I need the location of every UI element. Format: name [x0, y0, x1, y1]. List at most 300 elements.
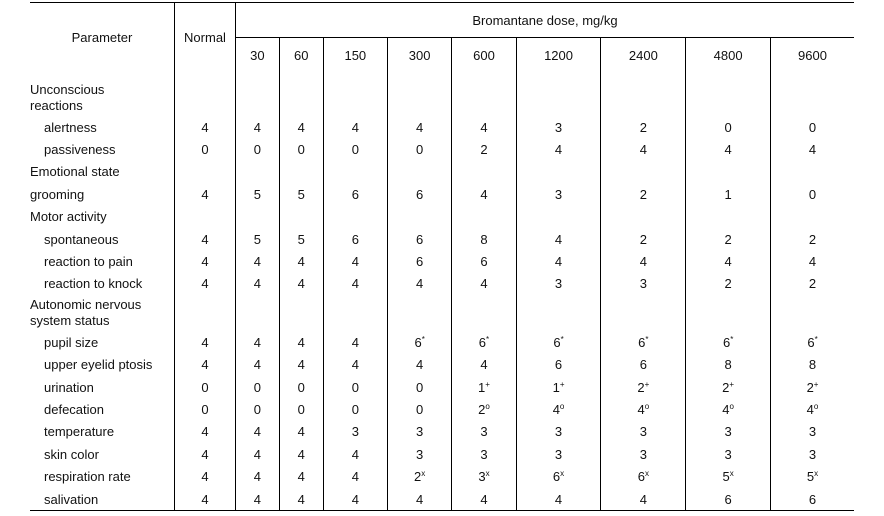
cell-value: 6	[416, 231, 424, 247]
cell-value: 4	[639, 491, 647, 507]
cell-value: 3	[351, 424, 359, 440]
cell-value: 4	[480, 491, 488, 507]
table-section-row	[30, 72, 854, 116]
cell-value: 4	[201, 357, 209, 373]
dose-value-cell	[771, 398, 854, 420]
dose-value-cell	[771, 295, 854, 331]
cell-value: 6	[414, 334, 422, 350]
cell-value: 4	[480, 186, 488, 202]
cell-value: 4	[554, 142, 563, 158]
cell-value: 2	[637, 379, 645, 395]
dose-value-cell	[516, 398, 601, 420]
cell-value: 6	[639, 357, 647, 373]
cell-value: 3	[808, 446, 817, 462]
table-section-row	[30, 206, 854, 228]
cell-value: 0	[351, 401, 359, 417]
significance-mark: *	[814, 334, 818, 344]
row-label: grooming	[30, 186, 85, 202]
dose-value-cell	[771, 250, 854, 272]
cell-value: 4	[201, 446, 209, 462]
dose-value-cell	[601, 354, 686, 376]
dose-value-cell	[279, 421, 323, 443]
dose-value-cell	[452, 72, 516, 116]
dose-value-cell	[279, 72, 323, 116]
dose-value-cell	[452, 161, 516, 183]
dose-value-cell	[236, 376, 280, 398]
cell-value: 4	[201, 469, 209, 485]
table-row	[30, 250, 854, 272]
cell-value: 0	[297, 379, 305, 395]
significance-mark: x	[729, 469, 734, 479]
significance-mark: +	[813, 379, 819, 389]
significance-mark: *	[486, 334, 490, 344]
header-dose: 9600	[771, 38, 854, 73]
dose-value-cell	[601, 295, 686, 331]
cell-value: 1	[552, 379, 560, 395]
dose-value-cell	[516, 354, 601, 376]
cell-value: 4	[253, 491, 262, 507]
dose-value-cell	[516, 273, 601, 295]
dose-value-cell	[279, 465, 323, 487]
header-dose: 2400	[601, 38, 686, 73]
dose-value-cell	[516, 443, 601, 465]
cell-value: 0	[724, 119, 732, 135]
cell-value: 5	[297, 186, 305, 202]
cell-value: 3	[639, 424, 647, 440]
header-dose: 600	[452, 38, 516, 73]
dose-value-cell	[771, 72, 854, 116]
dose-value-cell	[323, 488, 387, 511]
dose-value-cell	[516, 421, 601, 443]
dose-value-cell	[686, 228, 771, 250]
cell-value: 4	[297, 491, 305, 507]
dose-value-cell	[601, 376, 686, 398]
dose-value-cell	[686, 443, 771, 465]
dose-value-cell	[771, 443, 854, 465]
normal-value-cell	[175, 443, 236, 465]
section-label: Unconscious reactions	[30, 82, 105, 113]
row-label: defecation	[44, 401, 104, 417]
dose-value-cell	[236, 72, 280, 116]
cell-value: 2	[808, 231, 817, 247]
cell-value: 4	[637, 401, 645, 417]
cell-value: 4	[808, 254, 817, 270]
table-row	[30, 443, 854, 465]
dose-value-cell	[387, 443, 451, 465]
cell-value: 4	[806, 401, 814, 417]
header-dose: 150	[323, 38, 387, 73]
normal-value-cell	[175, 250, 236, 272]
dose-value-cell	[236, 273, 280, 295]
normal-value-cell	[175, 138, 236, 160]
dose-value-cell	[686, 138, 771, 160]
dose-value-cell	[601, 183, 686, 205]
dose-value-cell	[387, 421, 451, 443]
cell-value: 3	[554, 119, 563, 135]
cell-value: 4	[554, 254, 563, 270]
significance-mark: *	[730, 334, 734, 344]
cell-value: 3	[554, 446, 563, 462]
cell-value: 4	[297, 276, 305, 292]
significance-mark: o	[729, 401, 734, 411]
normal-value-cell	[175, 206, 236, 228]
row-label: spontaneous	[44, 231, 119, 247]
dose-value-cell	[323, 465, 387, 487]
dose-value-cell	[387, 398, 451, 420]
dose-value-cell	[387, 488, 451, 511]
normal-value-cell	[175, 398, 236, 420]
table-row	[30, 228, 854, 250]
cell-value: 0	[416, 401, 424, 417]
cell-value: 4	[351, 334, 359, 350]
cell-value: 4	[297, 357, 305, 373]
cell-value: 6	[351, 231, 359, 247]
cell-value: 2	[724, 231, 732, 247]
cell-value: 4	[554, 231, 563, 247]
cell-value: 3	[416, 446, 424, 462]
cell-value: 0	[201, 401, 209, 417]
dose-value-cell	[323, 295, 387, 331]
dose-value-cell	[516, 206, 601, 228]
significance-mark: +	[644, 379, 650, 389]
significance-mark: o	[485, 401, 490, 411]
dose-value-cell	[452, 354, 516, 376]
dose-value-cell	[686, 421, 771, 443]
cell-value: 3	[554, 186, 563, 202]
dose-value-cell	[279, 354, 323, 376]
dose-value-cell	[236, 295, 280, 331]
cell-value: 4	[480, 357, 488, 373]
row-label: salivation	[44, 491, 99, 507]
dose-value-cell	[452, 183, 516, 205]
dose-value-cell	[686, 354, 771, 376]
cell-value: 4	[201, 491, 209, 507]
dose-value-cell	[601, 398, 686, 420]
cell-value: 0	[351, 142, 359, 158]
row-label: temperature	[44, 424, 115, 440]
cell-value: 0	[808, 119, 817, 135]
header-normal: Normal	[175, 3, 236, 73]
cell-value: 4	[201, 231, 209, 247]
normal-value-cell	[175, 228, 236, 250]
dose-value-cell	[387, 273, 451, 295]
significance-mark: *	[560, 334, 564, 344]
dose-value-cell	[516, 183, 601, 205]
dose-value-cell	[601, 228, 686, 250]
dose-value-cell	[279, 183, 323, 205]
table-section-row	[30, 161, 854, 183]
cell-value: 0	[351, 379, 359, 395]
cell-value: 4	[201, 334, 209, 350]
normal-value-cell	[175, 72, 236, 116]
dose-value-cell	[323, 161, 387, 183]
dose-value-cell	[387, 206, 451, 228]
significance-mark: x	[560, 469, 565, 479]
cell-value: 0	[253, 142, 262, 158]
cell-value: 5	[253, 231, 262, 247]
dose-value-cell	[516, 295, 601, 331]
dose-value-cell	[387, 250, 451, 272]
cell-value: 3	[639, 446, 647, 462]
dose-value-cell	[452, 250, 516, 272]
significance-mark: o	[644, 401, 650, 411]
normal-value-cell	[175, 488, 236, 511]
dose-value-cell	[516, 161, 601, 183]
dose-value-cell	[686, 273, 771, 295]
header-dose: 30	[236, 38, 280, 73]
cell-value: 4	[201, 276, 209, 292]
dose-value-cell	[387, 295, 451, 331]
cell-value: 4	[297, 469, 305, 485]
cell-value: 6	[553, 334, 561, 350]
dose-value-cell	[516, 250, 601, 272]
dose-value-cell	[516, 465, 601, 487]
dose-value-cell	[279, 331, 323, 353]
cell-value: 1	[478, 379, 486, 395]
dose-value-cell	[601, 443, 686, 465]
cell-value: 4	[201, 254, 209, 270]
dose-value-cell	[686, 206, 771, 228]
dose-value-cell	[452, 421, 516, 443]
dose-value-cell	[387, 116, 451, 138]
table-row	[30, 273, 854, 295]
cell-value: 2	[724, 276, 732, 292]
cell-value: 5	[297, 231, 305, 247]
dose-value-cell	[236, 488, 280, 511]
cell-value: 4	[724, 142, 732, 158]
cell-value: 2	[480, 142, 488, 158]
cell-value: 6	[722, 334, 731, 350]
cell-value: 4	[351, 276, 359, 292]
section-label: Motor activity	[30, 209, 107, 225]
row-label: skin color	[44, 446, 99, 462]
dose-value-cell	[771, 354, 854, 376]
significance-mark: x	[421, 469, 426, 479]
cell-value: 4	[253, 469, 262, 485]
dose-value-cell	[452, 273, 516, 295]
dose-value-cell	[516, 116, 601, 138]
cell-value: 4	[253, 254, 262, 270]
dose-value-cell	[279, 443, 323, 465]
dose-value-cell	[236, 138, 280, 160]
significance-mark: *	[421, 334, 425, 344]
cell-value: 4	[351, 119, 359, 135]
cell-value: 4	[351, 254, 359, 270]
dose-value-cell	[323, 72, 387, 116]
dose-value-cell	[452, 206, 516, 228]
dose-value-cell	[387, 72, 451, 116]
dose-value-cell	[452, 376, 516, 398]
header-dose: 1200	[516, 38, 601, 73]
cell-value: 5	[253, 186, 262, 202]
dose-value-cell	[236, 183, 280, 205]
dose-value-cell	[771, 421, 854, 443]
dose-value-cell	[452, 228, 516, 250]
cell-value: 4	[351, 469, 359, 485]
cell-value: 6	[808, 491, 817, 507]
dose-value-cell	[601, 273, 686, 295]
significance-mark: x	[485, 469, 490, 479]
cell-value: 3	[639, 276, 647, 292]
dose-value-cell	[236, 206, 280, 228]
normal-value-cell	[175, 273, 236, 295]
dose-value-cell	[387, 354, 451, 376]
normal-value-cell	[175, 161, 236, 183]
dose-value-cell	[601, 421, 686, 443]
cell-value: 6	[416, 254, 424, 270]
dose-value-cell	[771, 273, 854, 295]
row-label: reaction to knock	[44, 276, 143, 292]
dose-value-cell	[516, 228, 601, 250]
dose-value-cell	[236, 250, 280, 272]
cell-value: 6	[638, 334, 646, 350]
dose-value-cell	[387, 228, 451, 250]
cell-value: 4	[416, 357, 424, 373]
normal-value-cell	[175, 465, 236, 487]
dose-value-cell	[771, 206, 854, 228]
dose-value-cell	[686, 250, 771, 272]
dose-value-cell	[236, 116, 280, 138]
cell-value: 3	[554, 424, 563, 440]
cell-value: 3	[724, 424, 732, 440]
dose-value-cell	[236, 354, 280, 376]
normal-value-cell	[175, 376, 236, 398]
header-dose: 60	[279, 38, 323, 73]
cell-value: 4	[297, 446, 305, 462]
cell-value: 2	[639, 119, 647, 135]
cell-value: 0	[253, 379, 262, 395]
dose-value-cell	[452, 488, 516, 511]
dose-value-cell	[236, 228, 280, 250]
dose-value-cell	[387, 161, 451, 183]
table-body	[30, 72, 854, 511]
dose-value-cell	[516, 72, 601, 116]
dose-value-cell	[323, 183, 387, 205]
dose-value-cell	[771, 376, 854, 398]
dose-value-cell	[387, 465, 451, 487]
dose-value-cell	[601, 250, 686, 272]
dose-value-cell	[452, 116, 516, 138]
section-label: Autonomic nervous system status	[30, 297, 142, 329]
cell-value: 4	[416, 491, 424, 507]
dose-value-cell	[601, 116, 686, 138]
table-row	[30, 331, 854, 353]
cell-value: 0	[201, 142, 209, 158]
dose-value-cell	[323, 398, 387, 420]
dose-value-cell	[686, 72, 771, 116]
cell-value: 6	[480, 254, 488, 270]
cell-value: 4	[201, 119, 209, 135]
cell-value: 4	[253, 119, 262, 135]
dose-value-cell	[516, 331, 601, 353]
normal-value-cell	[175, 331, 236, 353]
dose-value-cell	[686, 295, 771, 331]
dose-value-cell	[323, 116, 387, 138]
cell-value: 0	[201, 379, 209, 395]
row-label: upper eyelid ptosis	[44, 357, 153, 373]
table-section-row	[30, 295, 854, 331]
normal-value-cell	[175, 354, 236, 376]
dose-value-cell	[279, 206, 323, 228]
dose-value-cell	[686, 488, 771, 511]
cell-value: 0	[253, 401, 262, 417]
cell-value: 4	[480, 276, 488, 292]
dose-value-cell	[236, 331, 280, 353]
dose-value-cell	[686, 331, 771, 353]
cell-value: 2	[806, 379, 814, 395]
dose-value-cell	[686, 376, 771, 398]
cell-value: 3	[416, 424, 424, 440]
cell-value: 3	[724, 446, 732, 462]
cell-value: 4	[416, 276, 424, 292]
dose-value-cell	[601, 72, 686, 116]
table-row	[30, 421, 854, 443]
dose-value-cell	[771, 465, 854, 487]
dose-value-cell	[516, 138, 601, 160]
dose-value-cell	[323, 228, 387, 250]
cell-value: 4	[297, 334, 305, 350]
cell-value: 4	[297, 254, 305, 270]
dose-value-cell	[279, 161, 323, 183]
cell-value: 1	[724, 186, 732, 202]
cell-value: 2	[478, 401, 486, 417]
cell-value: 8	[808, 357, 817, 373]
dose-value-cell	[279, 138, 323, 160]
dose-value-cell	[452, 331, 516, 353]
dose-value-cell	[323, 354, 387, 376]
dose-value-cell	[516, 376, 601, 398]
dose-value-cell	[279, 273, 323, 295]
cell-value: 4	[253, 357, 262, 373]
dose-value-cell	[771, 488, 854, 511]
dose-value-cell	[601, 488, 686, 511]
normal-value-cell	[175, 183, 236, 205]
normal-value-cell	[175, 421, 236, 443]
dose-value-cell	[279, 376, 323, 398]
dose-value-cell	[387, 331, 451, 353]
cell-value: 4	[297, 424, 305, 440]
header-parameter: Parameter	[71, 30, 133, 45]
dose-value-cell	[771, 183, 854, 205]
table-row	[30, 376, 854, 398]
cell-value: 6	[554, 357, 563, 373]
cell-value: 3	[480, 446, 488, 462]
significance-mark: +	[729, 379, 735, 389]
dose-value-cell	[236, 443, 280, 465]
dose-value-cell	[323, 206, 387, 228]
cell-value: 4	[297, 119, 305, 135]
dose-value-cell	[279, 228, 323, 250]
significance-mark: o	[813, 401, 819, 411]
dose-value-cell	[601, 206, 686, 228]
row-label: urination	[44, 379, 94, 395]
cell-value: 6	[724, 491, 732, 507]
dose-value-cell	[771, 161, 854, 183]
bromantane-dose-table	[30, 2, 854, 511]
dose-value-cell	[686, 116, 771, 138]
cell-value: 4	[416, 119, 424, 135]
cell-value: 4	[722, 401, 730, 417]
cell-value: 0	[416, 379, 424, 395]
cell-value: 6	[552, 469, 561, 485]
dose-value-cell	[279, 116, 323, 138]
normal-value-cell	[175, 295, 236, 331]
dose-value-cell	[279, 488, 323, 511]
dose-value-cell	[279, 295, 323, 331]
cell-value: 6	[478, 334, 487, 350]
dose-value-cell	[323, 376, 387, 398]
significance-mark: x	[644, 469, 649, 479]
